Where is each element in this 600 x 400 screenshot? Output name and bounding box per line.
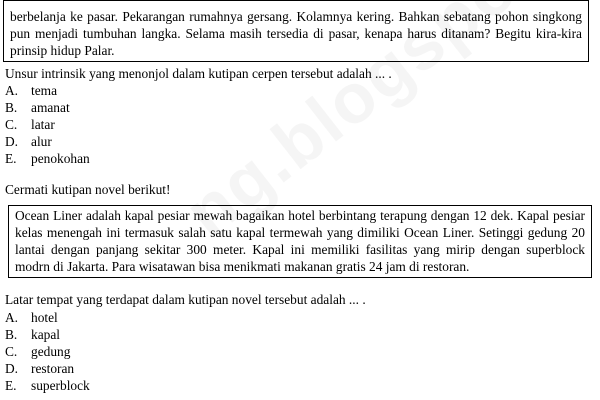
question-1-option-b[interactable]	[5, 99, 90, 116]
option-text: alur	[31, 134, 52, 149]
question-1-option-a[interactable]	[5, 82, 90, 99]
question-1-prompt: Unsur intrinsik yang menonjol dalam kutipan cerpen tersebut adalah ... .	[5, 66, 392, 81]
option-letter: B.	[5, 327, 18, 342]
passage-cerpen-text: berbelanja ke pasar. Pekarangan rumahnya gersang. Kolamnya kering. Bahkan sebatang pohon singkong pun menjadi tumbuhan langka. Selama masih tersedia di pasar, kenapa harus ditanam? Begitu kira-kira prinsip hidup Palar.	[10, 9, 582, 58]
option-text: latar	[31, 117, 55, 132]
option-text: tema	[31, 83, 58, 98]
option-letter: B.	[5, 100, 18, 115]
passage-box-novel	[8, 205, 592, 278]
option-letter: E.	[5, 151, 17, 166]
option-text: gedung	[31, 344, 71, 359]
option-letter: D.	[5, 134, 19, 149]
question-2-prompt: Latar tempat yang terdapat dalam kutipan novel tersebut adalah ... .	[5, 292, 366, 307]
question-2-option-a[interactable]	[5, 309, 90, 326]
question-2-option-b[interactable]	[5, 326, 90, 343]
question-1-option-e[interactable]	[5, 150, 90, 167]
option-letter: E.	[5, 378, 17, 393]
option-letter: D.	[5, 361, 19, 376]
question-2-option-e[interactable]	[5, 377, 90, 394]
question-2-option-c[interactable]	[5, 343, 90, 360]
option-text: penokohan	[31, 151, 90, 166]
question-1-options	[5, 82, 90, 167]
instruction-2: Cermati kutipan novel berikut!	[5, 182, 171, 197]
option-letter: C.	[5, 344, 18, 359]
option-letter: C.	[5, 117, 18, 132]
passage-novel-text: Ocean Liner adalah kapal pesiar mewah bagaikan hotel berbintang terapung dengan 12 dek. Kapal pesiar kelas menengah ini termasuk salah satu kapal termewah yang dimiliki Ocean Liner. Setinggi gedung 20 lantai dengan panjang sekitar 300 meter. Kapal ini memiliki fasilitas yang mirip dengan superblock modrn di Jakarta. Para wisatawan bisa menikmati makanan gratis 24 jam di restoran.	[15, 208, 585, 274]
option-text: amanat	[31, 100, 70, 115]
question-2-option-d[interactable]	[5, 360, 90, 377]
option-text: hotel	[31, 310, 58, 325]
option-text: superblock	[31, 378, 90, 393]
option-letter: A.	[5, 83, 19, 98]
option-letter: A.	[5, 310, 19, 325]
option-text: kapal	[31, 327, 60, 342]
question-2-options	[5, 309, 90, 394]
passage-box-cerpen	[3, 0, 589, 62]
question-1-option-d[interactable]	[5, 133, 90, 150]
question-1-option-c[interactable]	[5, 116, 90, 133]
option-text: restoran	[31, 361, 75, 376]
